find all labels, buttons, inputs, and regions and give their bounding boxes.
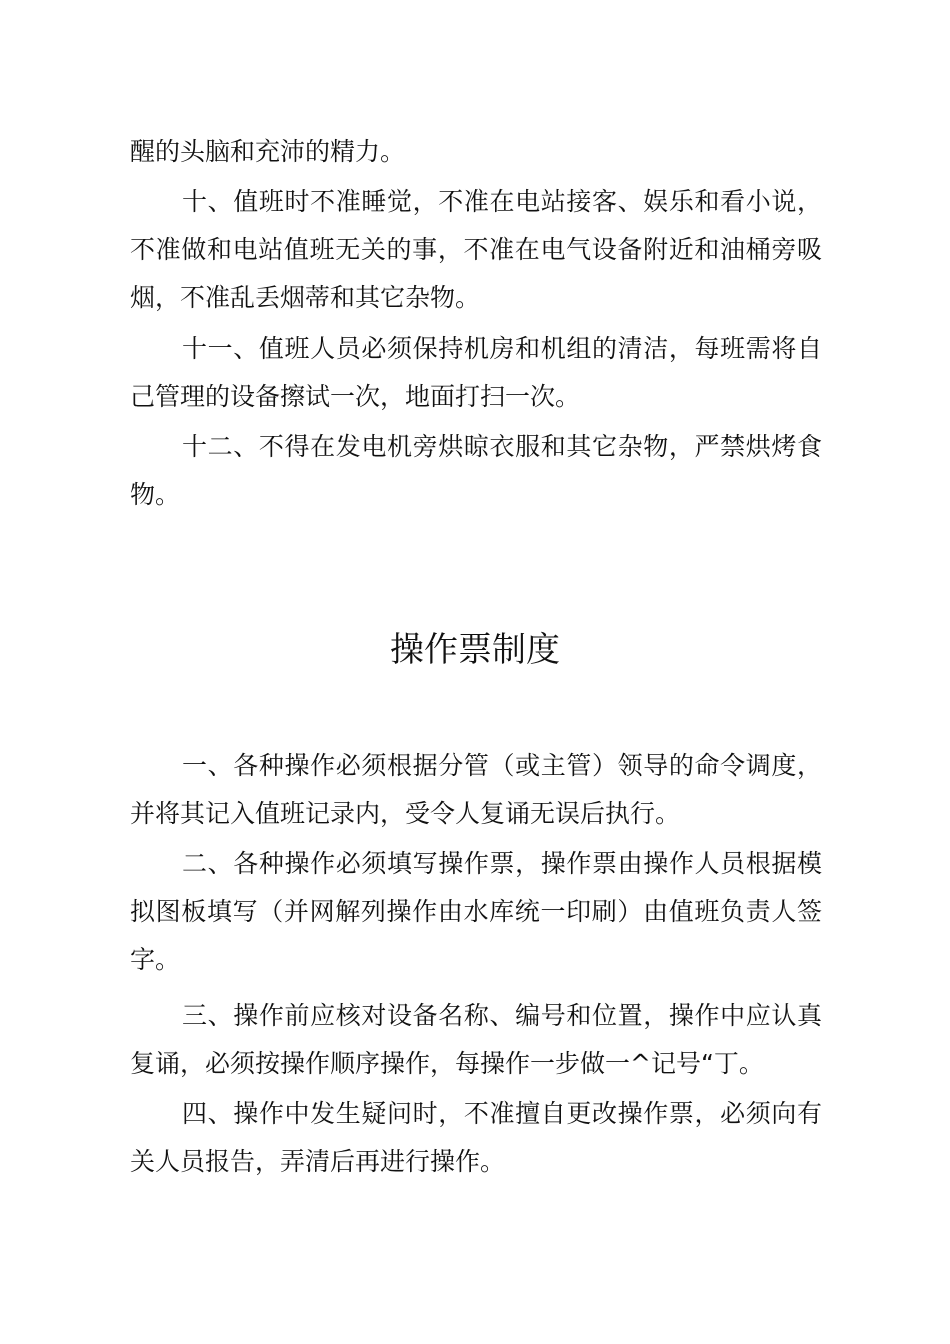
paragraph-rule-12: 十二、不得在发电机旁烘晾衣服和其它杂物，严禁烘烤食物。 bbox=[130, 432, 822, 509]
paragraph-item-1: 一、各种操作必须根据分管（或主管）领导的命令调度，并将其记入值班记录内，受令人复诵无误后执行。 bbox=[130, 751, 822, 828]
paragraph-item-3: 三、操作前应核对设备名称、编号和位置，操作中应认真复诵，必须按操作顺序操作，每操作一步做一^记号“丁。 bbox=[130, 1001, 822, 1078]
paragraph-item-2: 二、各种操作必须填写操作票，操作票由操作人员根据模拟图板填写（并网解列操作由水库统一印刷）由值班负责人签字。 bbox=[130, 849, 822, 974]
paragraph-rule-10: 十、值班时不准睡觉，不准在电站接客、娱乐和看小说，不准做和电站值班无关的事，不准在电气设备附近和油桶旁吸烟，不准乱丢烟蒂和其它杂物。 bbox=[130, 187, 822, 312]
paragraph-rule-11: 十一、值班人员必须保持机房和机组的清洁，每班需将自己管理的设备擦试一次，地面打扫一次。 bbox=[130, 334, 822, 411]
paragraph-item-4: 四、操作中发生疑问时，不准擅自更改操作票，必须向有关人员报告，弄清后再进行操作。 bbox=[130, 1099, 822, 1176]
section-title: 操作票制度 bbox=[390, 630, 560, 670]
paragraph-continuation: 醒的头脑和充沛的精力。 bbox=[130, 137, 406, 166]
